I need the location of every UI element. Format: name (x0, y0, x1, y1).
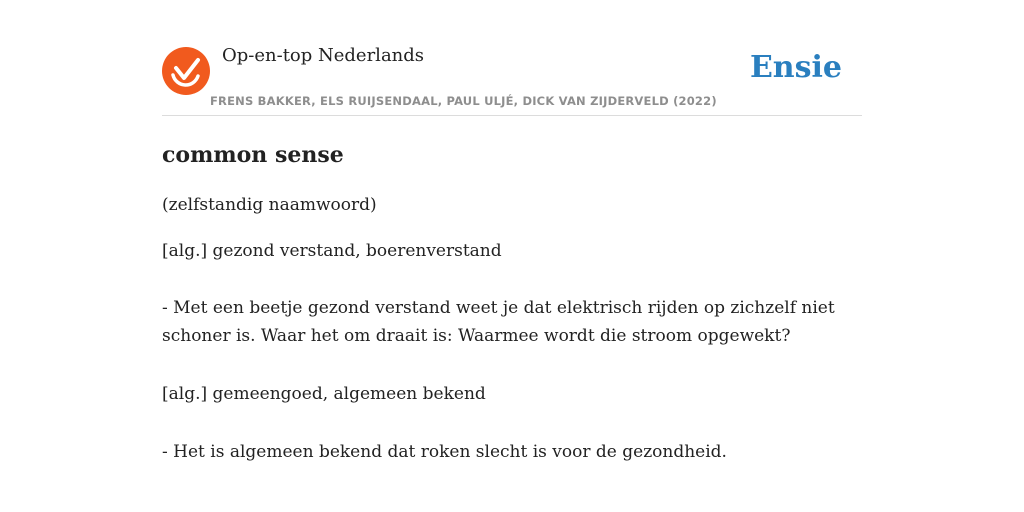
dictionary-title[interactable]: Op-en-top Nederlands (222, 45, 425, 66)
sense-definition: [alg.] gemeengoed, algemeen bekend (162, 384, 486, 404)
sense-definition: [alg.] gezond verstand, boerenverstand (162, 241, 502, 261)
dictionary-logo[interactable] (162, 47, 210, 95)
entry-content (162, 140, 862, 466)
checkmark-icon (162, 47, 210, 95)
header (162, 0, 862, 116)
entry-term: common sense (162, 142, 344, 168)
sense-example: - Het is algemeen bekend dat roken slecht is voor de gezondheid. (162, 442, 727, 462)
sense-example: - Met een beetje gezond verstand weet je dat elektrisch rijden op zichzelf niet schoner is. Waar het om draait is: Waarmee wordt die stroom opgewekt? (162, 298, 835, 346)
dictionary-authors: FRENS BAKKER, ELS RUIJSENDAAL, PAUL ULJÉ, DICK VAN ZIJDERVELD (2022) (210, 94, 717, 108)
part-of-speech: (zelfstandig naamwoord) (162, 195, 377, 215)
brand-logo[interactable]: Ensie (749, 50, 842, 85)
